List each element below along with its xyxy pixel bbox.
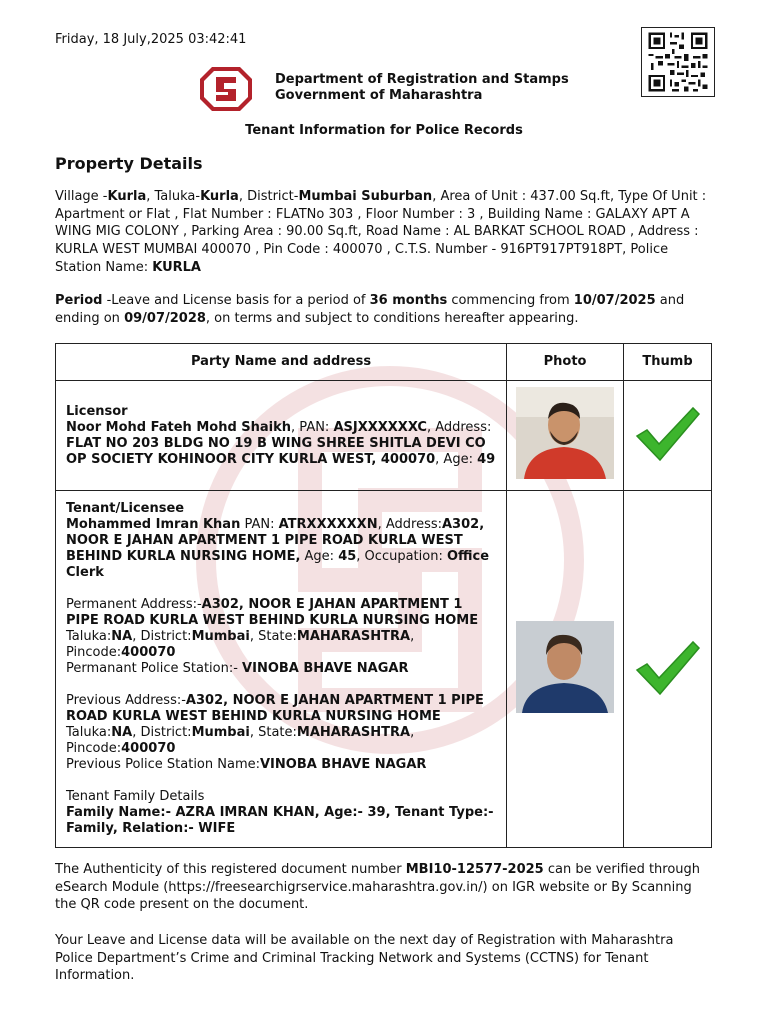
permanent-police-station: VINOBA BHAVE NAGAR <box>242 661 409 676</box>
header-photo: Photo <box>507 344 624 381</box>
licensor-age: 49 <box>477 451 496 467</box>
check-mark-icon <box>633 636 703 698</box>
person-photo-icon <box>516 621 614 713</box>
licensor-pan: ASJXXXXXXC <box>333 419 427 435</box>
party-table <box>55 343 712 848</box>
property-details-heading: Property Details <box>55 154 203 173</box>
property-details-text: Village -Kurla, Taluka-Kurla, District-Mumbai Suburban, Area of Unit : 437.00 Sq.ft, Type Of Unit : Apartment or Flat , Flat Number : FLATNo 303 , Floor Number : 3 , Building Name : GALAXY APT A WING MIG COLONY , Parking Area : 90.00 Sq.ft, Road Name : AL BARKAT SCHOOL ROAD , Address : KURLA WEST MUMBAI 400070 , Pin Code : 400070 , C.T.S. Number - 916PT917PT918PT, Police Station Name: KURLA <box>55 189 707 275</box>
document-title: Tenant Information for Police Records <box>245 123 523 138</box>
tenant-thumb-cell <box>624 491 712 848</box>
tenant-details: Tenant/Licensee Mohammed Imran Khan PAN: ATRXXXXXXN, Address:A302, NOOR E JAHAN APARTMENT 1 PIPE ROAD KURLA WEST BEHIND KURLA NURSING HOME, Age: 45, Occupation: Office Clerk Permanent Address:-A302, NOOR E JAHAN APARTMENT 1 PIPE ROAD KURLA WEST BEHIND KURLA NURSING HOME Taluka:NA, District:Mumbai, State:MAHARASHTRA, Pincode:400070 Permanant Police Station:- VINOBA BHAVE NAGAR Previous Address:-A302, NOOR E JAHAN APARTMENT 1 PIPE ROAD KURLA WEST BEHIND KURLA NURSING HOME Taluka:NA, District:Mumbai, State:MAHARASHTRA, Pincode:400070 Previous Police Station Name:VINOBA BHAVE NAGAR Tenant Family Details Family Name:- AZRA IMRAN KHAN, Age:- 39, Tenant Type:- Family, Relation:- WIFE <box>56 491 507 848</box>
period-start: 10/07/2025 <box>573 293 656 308</box>
family-details: Family Name:- AZRA IMRAN KHAN, Age:- 39, Tenant Type:- Family, Relation:- WIFE <box>66 805 494 836</box>
tenant-row <box>56 491 712 848</box>
tenant-age: 45 <box>338 549 357 564</box>
department-line-2: Government of Maharashtra <box>275 88 483 103</box>
tenant-photo-cell <box>507 491 624 848</box>
village: Kurla <box>107 189 147 204</box>
header-party: Party Name and address <box>56 344 507 381</box>
header-thumb: Thumb <box>624 344 712 381</box>
family-details-title: Tenant Family Details <box>66 789 205 804</box>
licensor-role: Licensor <box>66 403 128 419</box>
period-end: 09/07/2028 <box>124 310 206 326</box>
licensor-address: FLAT NO 203 BLDG NO 19 B WING SHREE SHITLA DEVI CO OP SOCIETY KOHINOOR CITY KURLA WEST, 400070 <box>66 435 486 467</box>
police-station: KURLA <box>152 259 201 275</box>
previous-police-station: VINOBA BHAVE NAGAR <box>259 757 427 772</box>
permanent-address: A302, NOOR E JAHAN APARTMENT 1 PIPE ROAD KURLA WEST BEHIND KURLA NURSING HOME <box>66 597 479 628</box>
department-name <box>275 72 569 104</box>
previous-address: A302, NOOR E JAHAN APARTMENT 1 PIPE ROAD KURLA WEST BEHIND KURLA NURSING HOME <box>66 693 484 724</box>
document-number: MBI10-12577-2025 <box>405 862 544 877</box>
authenticity-note: The Authenticity of this registered document number MBI10-12577-2025 can be verified through eSearch Module (https://freesearchigrservice.maharashtra.gov.in/) on IGR website or By Scanning the QR code present on the document. <box>55 862 701 913</box>
igr-maharashtra-logo-icon <box>198 65 254 113</box>
tenant-occupation: Office Clerk <box>66 549 490 580</box>
person-photo-icon <box>516 387 614 479</box>
check-mark-icon <box>633 402 703 464</box>
qr-code-icon <box>641 27 715 97</box>
print-datetime: Friday, 18 July,2025 03:42:41 <box>55 32 247 47</box>
licensor-photo-cell <box>507 381 624 491</box>
tenant-pan: ATRXXXXXXN <box>278 517 378 532</box>
licensor-thumb-cell <box>624 381 712 491</box>
district: Mumbai Suburban <box>298 189 433 204</box>
taluka: Kurla <box>200 189 239 204</box>
table-header-row <box>56 344 712 381</box>
department-line-1: Department of Registration and Stamps <box>275 72 569 87</box>
period-duration: 36 months <box>369 293 448 308</box>
licensor-details: Licensor Noor Mohd Fateh Mohd Shaikh, PAN: ASJXXXXXXC, Address: FLAT NO 203 BLDG NO 19 B WING SHREE SHITLA DEVI CO OP SOCIETY KOHINOOR CITY KURLA WEST, 400070, Age: 49 <box>56 381 507 491</box>
tenant-address: A302, NOOR E JAHAN APARTMENT 1 PIPE ROAD KURLA WEST BEHIND KURLA NURSING HOME, <box>66 517 485 564</box>
period-text: Period -Leave and License basis for a period of 36 months commencing from 10/07/2025 and ending on 09/07/2028, on terms and subject to conditions hereafter appearing. <box>55 293 685 326</box>
cctns-note: Your Leave and License data will be available on the next day of Registration with Maharashtra Police Department’s Crime and Criminal Tracking Network and Systems (CCTNS) for Tenant Information. <box>55 933 674 984</box>
licensor-name: Noor Mohd Fateh Mohd Shaikh <box>66 419 292 435</box>
tenant-name: Mohammed Imran Khan <box>66 517 241 532</box>
licensor-row <box>56 381 712 491</box>
tenant-role: Tenant/Licensee <box>66 501 185 516</box>
